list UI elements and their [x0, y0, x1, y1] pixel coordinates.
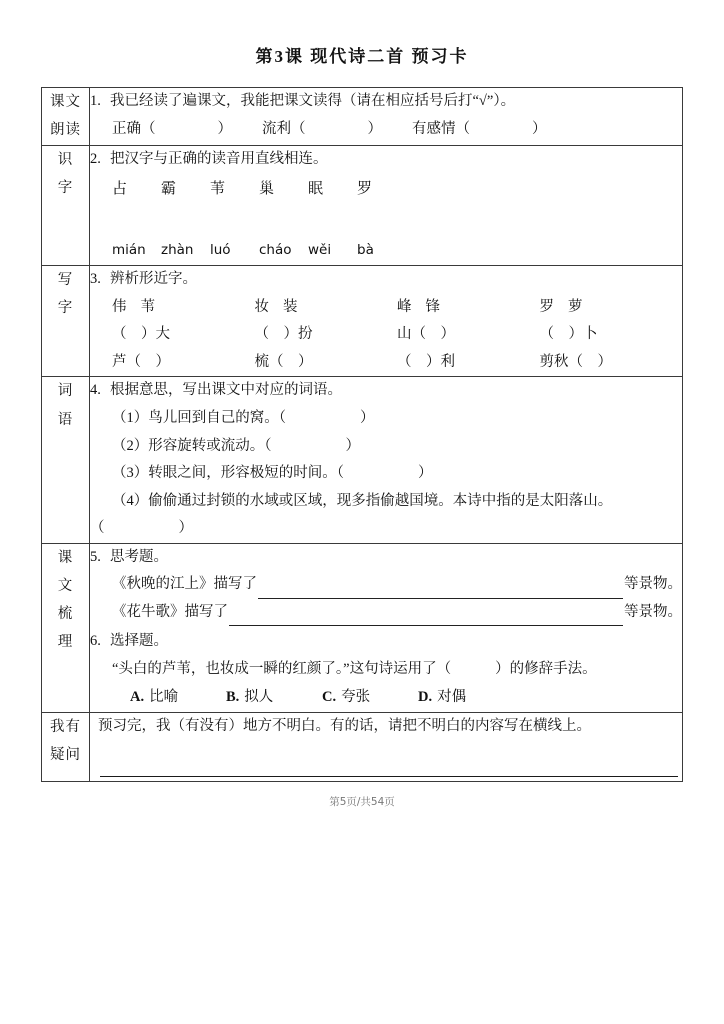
writing-blank-item[interactable]: 山（ ） — [397, 326, 455, 343]
writing-character-pairs-row — [90, 294, 682, 322]
option-d-letter: D. — [418, 689, 433, 706]
table-row-comprehension — [42, 543, 683, 712]
question-6 — [90, 628, 682, 656]
row-label-writing-line-2: 字 — [57, 300, 74, 317]
option-b-letter: B. — [226, 689, 240, 706]
writing-pair-char: 装 — [283, 298, 298, 315]
option-a-text: 比喻 — [149, 689, 179, 706]
writing-pair-char: 苇 — [140, 298, 155, 315]
row-label-writing-line-1: 写 — [57, 272, 74, 289]
table-row-literacy — [42, 145, 683, 266]
comprehension-fill-row — [90, 571, 682, 599]
question-3 — [90, 266, 682, 294]
criterion-accurate-close: ） — [217, 120, 232, 137]
comprehension-fill-blank[interactable] — [258, 581, 623, 599]
writing-blank-row-1 — [90, 321, 682, 349]
question-4-text: 根据意思，写出课文中对应的词语。 — [110, 382, 342, 399]
writing-pair-char: 罗 — [539, 298, 554, 315]
writing-pair-chars — [112, 294, 255, 322]
question-2-number: 2. — [90, 150, 101, 167]
literacy-character[interactable]: 苇 — [210, 181, 226, 198]
writing-pair-chars — [540, 294, 683, 322]
option-a-letter: A. — [130, 689, 145, 706]
writing-pair-char: 伟 — [112, 298, 127, 315]
criterion-expressive: 有感情（ — [412, 120, 470, 137]
question-1-number: 1. — [90, 93, 101, 109]
row-label-reading-line-2: 朗读 — [50, 122, 81, 139]
question-2-text: 把汉字与正确的读音用直线相连。 — [110, 150, 328, 167]
writing-blank-row-2 — [90, 349, 682, 377]
writing-blank-item[interactable]: （ ）利 — [397, 353, 455, 370]
literacy-pinyin-row — [90, 238, 682, 264]
row-body-literacy — [90, 145, 683, 266]
vocabulary-item — [90, 460, 682, 488]
row-label-comprehension-line-4: 理 — [57, 634, 74, 651]
literacy-pinyin[interactable]: zhàn — [161, 241, 194, 258]
writing-pair-char: 锋 — [425, 298, 440, 315]
vocabulary-item-4-open: （ — [90, 520, 105, 537]
writing-pair-char: 妆 — [254, 298, 269, 315]
question-5-text: 思考题。 — [110, 548, 168, 565]
comprehension-fill-tail: 等景物。 — [624, 603, 682, 620]
option-d[interactable] — [418, 684, 514, 712]
literacy-pinyin[interactable]: mián — [112, 241, 146, 258]
comprehension-fill-blank[interactable] — [229, 608, 623, 626]
question-5 — [90, 544, 682, 572]
literacy-pinyin[interactable]: luó — [210, 241, 231, 258]
questions-prompt: 预习完，我（有没有）地方不明白。有的话，请把不明白的内容写在横线上。 — [98, 717, 591, 734]
question-6-stem — [90, 656, 682, 684]
comprehension-fill-lead: 《秋晚的江上》描写了 — [112, 576, 257, 593]
row-label-vocabulary-line-2: 语 — [57, 411, 74, 428]
literacy-character[interactable]: 眠 — [308, 181, 324, 198]
vocabulary-item-number: （4） — [112, 492, 149, 509]
criterion-fluent-close: ） — [367, 120, 382, 137]
writing-blank-item[interactable]: 梳（ ） — [254, 353, 313, 370]
comprehension-fill-tail: 等景物。 — [624, 576, 682, 593]
question-2 — [90, 146, 682, 174]
question-6-number: 6. — [90, 633, 101, 650]
vocabulary-item-close: ） — [418, 465, 433, 482]
question-1 — [90, 88, 682, 116]
vocabulary-item-number: （1） — [112, 409, 149, 426]
writing-blank-item[interactable]: （ ）扮 — [254, 326, 313, 343]
literacy-pinyin[interactable]: cháo — [259, 241, 292, 258]
page-title: 第3课 现代诗二首 预习卡 — [255, 47, 469, 66]
table-row-reading — [42, 88, 683, 146]
question-4 — [90, 377, 682, 405]
literacy-character[interactable]: 霸 — [161, 181, 177, 198]
row-body-reading — [90, 88, 683, 146]
writing-pair-chars — [397, 294, 540, 322]
question-3-number: 3. — [90, 271, 101, 288]
question-6-stem-after: ）的修辞手法。 — [495, 660, 597, 677]
row-label-comprehension-line-2: 文 — [57, 577, 74, 594]
option-c-letter: C. — [322, 689, 337, 706]
writing-pair-char: 峰 — [397, 298, 412, 315]
row-label-comprehension — [42, 543, 90, 712]
table-row-vocabulary — [42, 377, 683, 543]
row-label-literacy — [42, 145, 90, 266]
question-5-number: 5. — [90, 548, 101, 565]
comprehension-fill-lead: 《花牛歌》描写了 — [112, 603, 228, 620]
questions-answer-line[interactable] — [100, 750, 678, 777]
row-body-questions — [90, 712, 683, 781]
literacy-pinyin[interactable]: wěi — [308, 241, 332, 258]
option-a[interactable] — [130, 684, 226, 712]
row-body-vocabulary — [90, 377, 683, 543]
table-row-writing — [42, 266, 683, 377]
row-label-vocabulary-line-1: 词 — [57, 383, 74, 400]
option-c[interactable] — [322, 684, 418, 712]
row-label-questions-line-1: 我有 — [50, 718, 81, 735]
vocabulary-item-4-close: ） — [178, 520, 193, 537]
vocabulary-item-number: （3） — [112, 465, 149, 482]
vocabulary-item-text: 形容旋转或流动。（ — [148, 437, 272, 454]
question-4-number: 4. — [90, 382, 101, 399]
question-3-text: 辨析形近字。 — [110, 271, 197, 288]
writing-blank-item[interactable]: 剪秋（ ） — [539, 353, 612, 370]
literacy-pinyin[interactable]: bà — [357, 241, 374, 258]
vocabulary-item-number: （2） — [112, 437, 149, 454]
reading-criteria-row — [90, 116, 682, 144]
row-label-literacy-line-2: 字 — [57, 179, 74, 196]
writing-blank-item[interactable]: （ ）大 — [112, 326, 170, 343]
criterion-fluent: 流利（ — [262, 120, 306, 137]
vocabulary-item-4-answer — [90, 515, 682, 543]
row-label-literacy-line-1: 识 — [57, 151, 74, 168]
comprehension-fill-row — [90, 599, 682, 627]
literacy-character[interactable]: 占 — [112, 181, 128, 198]
question-1-text: 我已经读了遍课文，我能把课文读得（请在相应括号后打“√”）。 — [110, 93, 516, 109]
row-body-writing — [90, 266, 683, 377]
question-6-text: 选择题。 — [110, 633, 168, 650]
writing-pair-chars — [255, 294, 398, 322]
row-label-questions — [42, 712, 90, 781]
vocabulary-item-close: ） — [360, 409, 375, 426]
option-b-text: 拟人 — [244, 689, 274, 706]
vocabulary-item-close: ） — [345, 437, 360, 454]
question-6-options — [90, 684, 682, 712]
row-label-vocabulary — [42, 377, 90, 543]
page-footer: 第5页/共54页 — [329, 795, 395, 808]
criterion-expressive-close: ） — [532, 120, 547, 137]
row-label-questions-line-2: 疑问 — [50, 747, 81, 764]
vocabulary-item-text: 鸟儿回到自己的窝。（ — [148, 409, 286, 426]
option-b[interactable] — [226, 684, 322, 712]
vocabulary-item — [90, 488, 682, 516]
option-d-text: 对偶 — [437, 689, 467, 706]
table-row-questions — [42, 712, 683, 781]
literacy-character[interactable]: 巢 — [259, 181, 275, 198]
literacy-character-row — [90, 175, 682, 204]
literacy-character[interactable]: 罗 — [357, 181, 373, 198]
vocabulary-item-text: 转眼之间，形容极短的时间。（ — [148, 465, 344, 482]
row-label-reading-line-1: 课文 — [50, 94, 81, 110]
option-c-text: 夸张 — [341, 689, 371, 706]
criterion-accurate: 正确（ — [112, 120, 156, 137]
writing-blank-item[interactable]: 芦（ ） — [112, 353, 170, 370]
preview-card-table — [41, 87, 683, 782]
writing-blank-item[interactable]: （ ）卜 — [539, 326, 598, 343]
question-6-stem-before: “头白的芦苇，也妆成一瞬的红颜了。”这句诗运用了（ — [112, 660, 452, 677]
row-label-comprehension-line-1: 课 — [57, 549, 74, 566]
row-body-comprehension — [90, 543, 683, 712]
row-label-writing — [42, 266, 90, 377]
writing-pair-char: 萝 — [568, 298, 583, 315]
vocabulary-item-text: 偷偷通过封锁的水域或区域，现多指偷越国境。本诗中指的是太阳落山。 — [148, 492, 613, 509]
vocabulary-item — [90, 433, 682, 461]
row-label-reading — [42, 88, 90, 146]
row-label-comprehension-line-3: 梳 — [57, 606, 74, 623]
vocabulary-item — [90, 405, 682, 433]
